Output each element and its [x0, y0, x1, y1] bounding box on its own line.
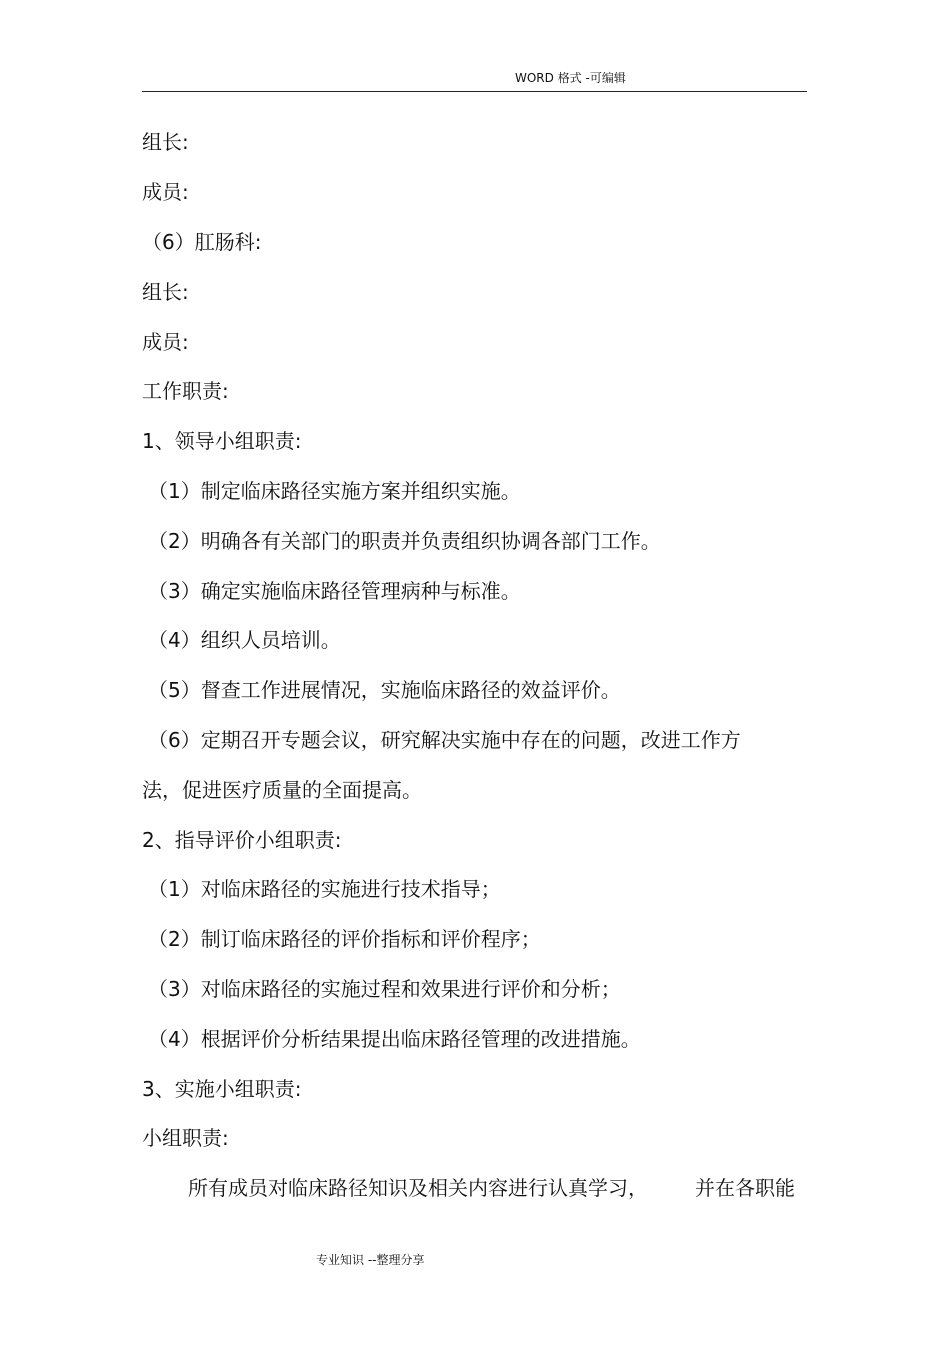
text-line: 成员:	[142, 330, 189, 354]
section-heading: 1、领导小组职责:	[142, 429, 302, 453]
list-item: （2）制订临床路径的评价指标和评价程序；	[148, 927, 541, 951]
list-item: （3）确定实施临床路径管理病种与标准。	[148, 579, 521, 603]
text-line: 小组职责:	[142, 1126, 229, 1150]
text-line: 组长:	[142, 280, 189, 304]
list-item-continuation: 法，促进医疗质量的全面提高。	[142, 778, 422, 802]
text-line: 成员:	[142, 180, 189, 204]
list-item: （5）督查工作进展情况，实施临床路径的效益评价。	[148, 678, 621, 702]
list-item: （6）定期召开专题会议，研究解决实施中存在的问题，改进工作方	[148, 728, 741, 752]
list-item: （4）根据评价分析结果提出临床路径管理的改进措施。	[148, 1027, 641, 1051]
list-item: （1）对临床路径的实施进行技术指导；	[148, 877, 501, 901]
list-item: （2）明确各有关部门的职责并负责组织协调各部门工作。	[148, 529, 661, 553]
list-item: （1）制定临床路径实施方案并组织实施。	[148, 479, 521, 503]
text-line: 组长:	[142, 130, 189, 154]
section-heading: 3、实施小组职责:	[142, 1077, 302, 1101]
section-heading: 2、指导评价小组职责:	[142, 828, 342, 852]
section-heading: 工作职责:	[142, 379, 229, 403]
paragraph-text: 所有成员对临床路径知识及相关内容进行认真学习，	[188, 1176, 648, 1200]
page-footer: 专业知识 --整理分享	[316, 1253, 425, 1267]
section-heading: （6）肛肠科:	[142, 230, 262, 254]
list-item: （3）对临床路径的实施过程和效果进行评价和分析；	[148, 977, 621, 1001]
paragraph-text: 并在各职能	[695, 1176, 795, 1200]
list-item: （4）组织人员培训。	[148, 628, 341, 652]
header-divider	[142, 91, 807, 92]
page-header: WORD 格式 -可编辑	[515, 71, 626, 85]
